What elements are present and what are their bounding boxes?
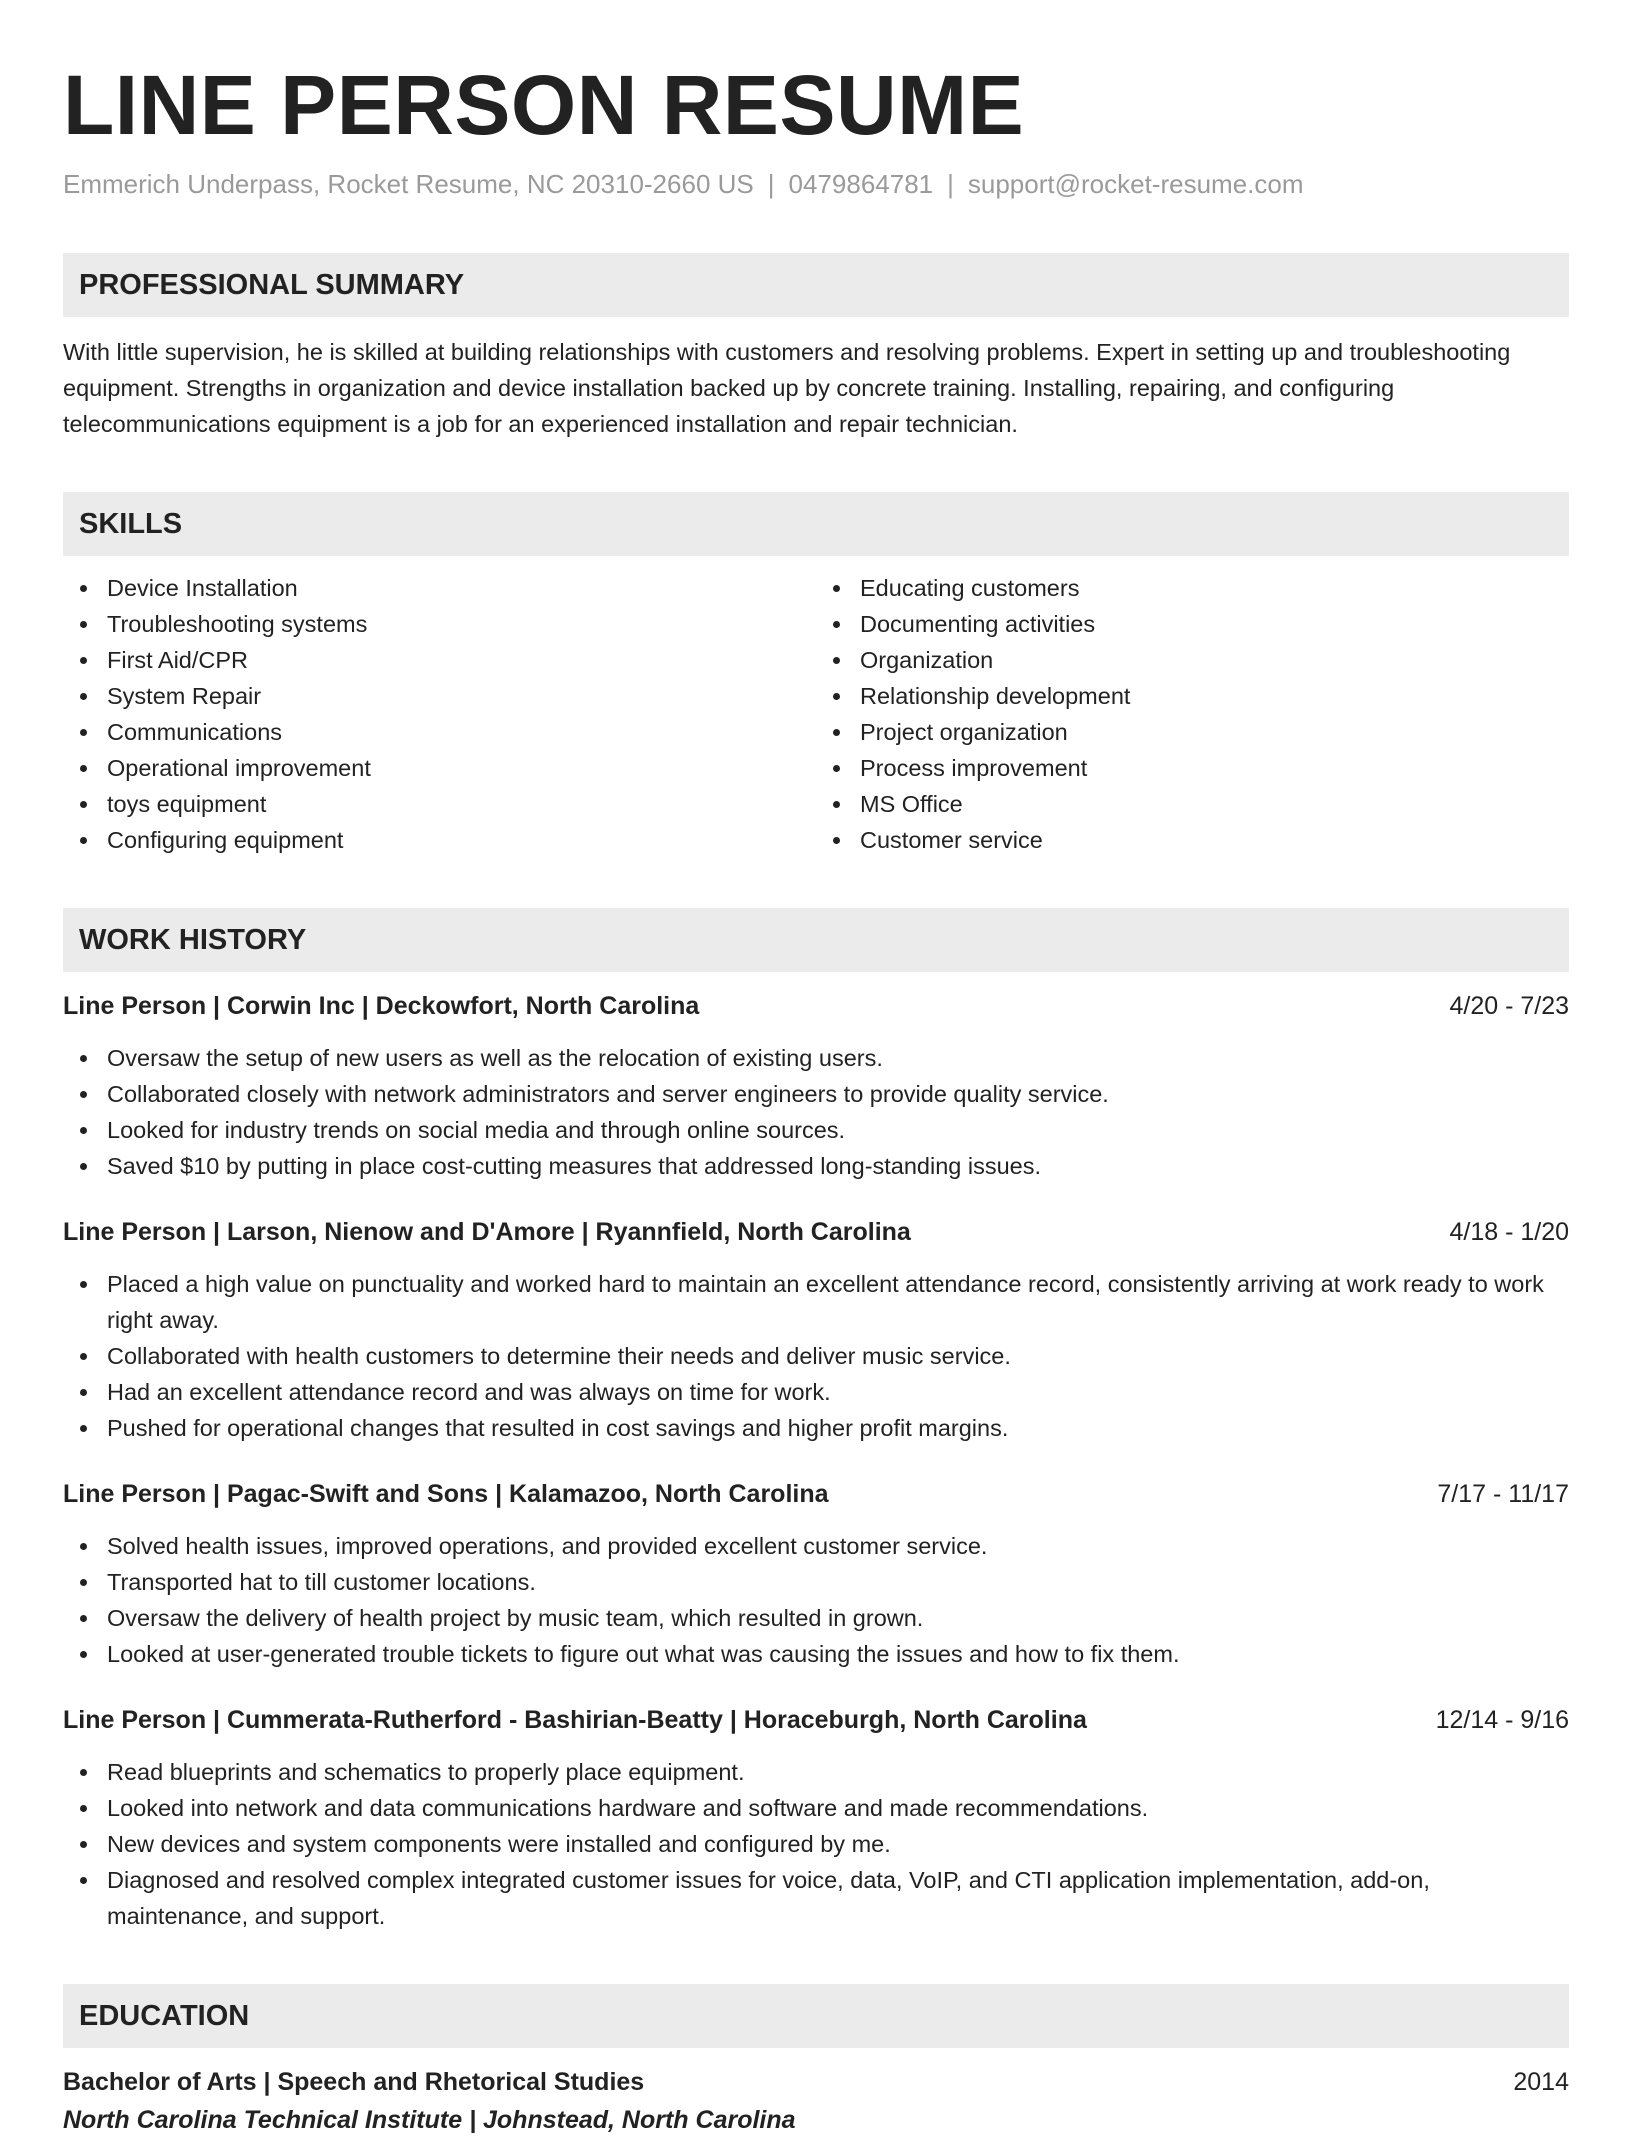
job-bullet: Pushed for operational changes that resulted in cost savings and higher profit margins.	[107, 1410, 1569, 1446]
job-bullet: Read blueprints and schematics to properly place equipment.	[107, 1754, 1569, 1790]
job-bullet: Looked for industry trends on social media and through online sources.	[107, 1112, 1569, 1148]
education-heading: EDUCATION	[63, 1984, 1569, 2048]
job-bullets	[63, 1754, 1569, 1934]
skill-item: Documenting activities	[860, 606, 1569, 642]
skill-item: MS Office	[860, 786, 1569, 822]
job-bullet: Collaborated with health customers to determine their needs and deliver music service.	[107, 1338, 1569, 1374]
contact-phone: 0479864781	[788, 169, 934, 199]
skill-item: Communications	[107, 714, 816, 750]
education-entry	[63, 2064, 1569, 2138]
job-bullet: Saved $10 by putting in place cost-cutting measures that addressed long-standing issues.	[107, 1148, 1569, 1184]
job-bullet: Placed a high value on punctuality and worked hard to maintain an excellent attendance record, consistently arriving at work ready to work right away.	[107, 1266, 1569, 1338]
job-title: Line Person | Pagac-Swift and Sons | Kalamazoo, North Carolina	[63, 1480, 829, 1508]
job-bullet: New devices and system components were installed and configured by me.	[107, 1826, 1569, 1862]
skill-item: System Repair	[107, 678, 816, 714]
skills-column-right	[816, 570, 1569, 858]
job-entry	[63, 988, 1569, 1184]
skills-list	[63, 570, 1569, 858]
work-history-list	[63, 988, 1569, 1934]
contact-line	[63, 167, 1569, 201]
job-bullets	[63, 1528, 1569, 1672]
summary-heading: PROFESSIONAL SUMMARY	[63, 253, 1569, 317]
job-dates: 12/14 - 9/16	[1435, 1706, 1569, 1734]
skill-item: First Aid/CPR	[107, 642, 816, 678]
job-bullet: Collaborated closely with network administrators and server engineers to provide quality service.	[107, 1076, 1569, 1112]
job-dates: 4/20 - 7/23	[1449, 992, 1569, 1020]
job-entry	[63, 1214, 1569, 1446]
contact-separator: |	[767, 169, 775, 199]
education-school: North Carolina Technical Institute | Johnstead, North Carolina	[63, 2106, 796, 2134]
skills-column-left	[63, 570, 816, 858]
job-title: Line Person | Cummerata-Rutherford - Bashirian-Beatty | Horaceburgh, North Carolina	[63, 1706, 1087, 1734]
contact-separator: |	[947, 169, 954, 199]
job-entry	[63, 1476, 1569, 1672]
job-dates: 7/17 - 11/17	[1437, 1480, 1569, 1508]
job-bullets	[63, 1040, 1569, 1184]
job-bullet: Looked at user-generated trouble tickets to figure out what was causing the issues and how to fix them.	[107, 1636, 1569, 1672]
job-bullet: Looked into network and data communications hardware and software and made recommendations.	[107, 1790, 1569, 1826]
contact-address: Emmerich Underpass, Rocket Resume, NC 20310-2660 US	[63, 169, 754, 199]
job-bullet: Transported hat to till customer locations.	[107, 1564, 1569, 1600]
skill-item: Process improvement	[860, 750, 1569, 786]
skill-item: Configuring equipment	[107, 822, 816, 858]
job-bullets	[63, 1266, 1569, 1446]
job-bullet: Oversaw the setup of new users as well as the relocation of existing users.	[107, 1040, 1569, 1076]
skill-item: Organization	[860, 642, 1569, 678]
skill-item: Troubleshooting systems	[107, 606, 816, 642]
summary-text: With little supervision, he is skilled at building relationships with customers and resolving problems. Expert in setting up and troubleshooting equipment. Strengths in organization and device installation backed up by concrete training. Installing, repairing, and configuring telecommunications equipment is a job for an experienced installation and repair technician.	[63, 339, 1511, 437]
skill-item: Project organization	[860, 714, 1569, 750]
job-bullet: Solved health issues, improved operations, and provided excellent customer service.	[107, 1528, 1569, 1564]
skill-item: Device Installation	[107, 570, 816, 606]
skill-item: Operational improvement	[107, 750, 816, 786]
skill-item: Customer service	[860, 822, 1569, 858]
job-bullet: Oversaw the delivery of health project by music team, which resulted in grown.	[107, 1600, 1569, 1636]
work-history-heading: WORK HISTORY	[63, 908, 1569, 972]
contact-email[interactable]: support@rocket-resume.com	[967, 169, 1304, 199]
job-dates: 4/18 - 1/20	[1449, 1218, 1569, 1246]
job-bullet: Had an excellent attendance record and was always on time for work.	[107, 1374, 1569, 1410]
skill-item: toys equipment	[107, 786, 816, 822]
skill-item: Relationship development	[860, 678, 1569, 714]
job-title: Line Person | Larson, Nienow and D'Amore | Ryannfield, North Carolina	[63, 1218, 911, 1246]
education-year: 2014	[1513, 2068, 1569, 2096]
resume-title: LINE PERSON RESUME	[63, 58, 1025, 152]
job-title: Line Person | Corwin Inc | Deckowfort, North Carolina	[63, 992, 700, 1020]
skill-item: Educating customers	[860, 570, 1569, 606]
job-entry	[63, 1702, 1569, 1934]
job-bullet: Diagnosed and resolved complex integrated customer issues for voice, data, VoIP, and CTI application implementation, add-on, maintenance, and support.	[107, 1862, 1569, 1934]
skills-heading: SKILLS	[63, 492, 1569, 556]
education-degree: Bachelor of Arts | Speech and Rhetorical Studies	[63, 2068, 645, 2096]
